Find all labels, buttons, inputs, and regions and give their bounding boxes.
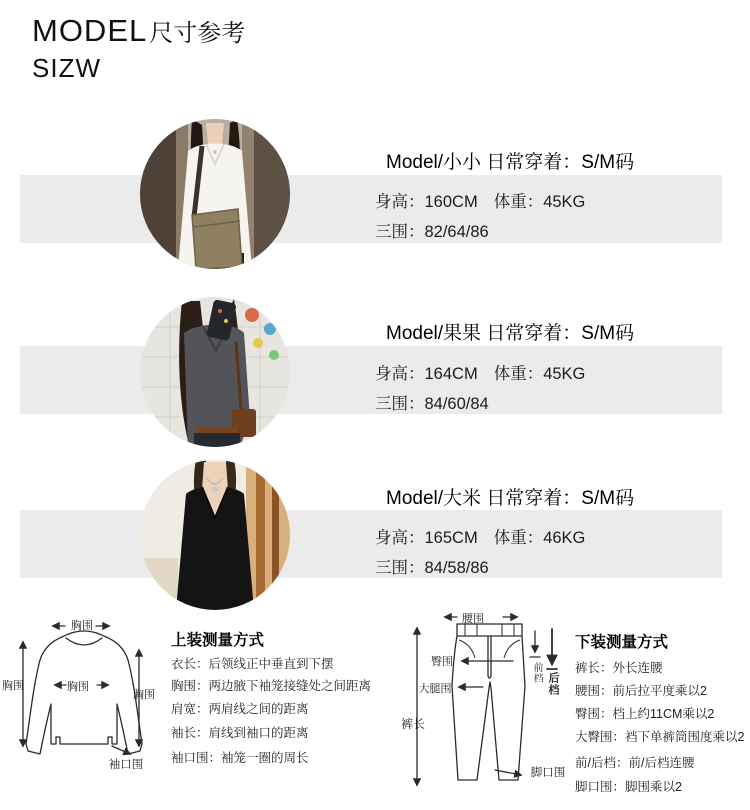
top-guide-item: 肩宽：两肩线之间的距离 (171, 702, 309, 716)
size-label: 三围： (375, 559, 425, 577)
size-value: 82/64/86 (424, 223, 489, 241)
pants-hip-label: 臀围 (431, 656, 453, 668)
top-diagram-center-label: 胸围 (67, 681, 89, 693)
bottom-guide-item: 脚口围：脚围乘以2 (575, 780, 682, 794)
weight-value: 45KG (543, 193, 586, 211)
top-diagram-right-label: 胸围 (133, 689, 155, 701)
model-3-title: Model/大米 日常穿着：S/M码 (386, 488, 635, 509)
height-label: 身高： (375, 529, 425, 547)
brand-title: MODEL (32, 13, 148, 48)
weight-value: 45KG (543, 365, 586, 383)
top-guide-title: 上装测量方式 (171, 632, 265, 649)
top-diagram-cuff-label: 袖口围 (108, 759, 144, 771)
top-guide-item: 胸围：两边腋下袖笼接缝处之间距离 (171, 679, 372, 693)
header-title-zh: 尺寸参考 (149, 20, 246, 47)
model-2-title: Model/果果 日常穿着：S/M码 (386, 323, 635, 344)
top-diagram-left-label: 胸围 (2, 680, 24, 692)
page-header (32, 14, 245, 83)
pants-waist-label: 腰围 (462, 613, 484, 625)
model-1-stats (375, 188, 585, 212)
top-guide-item: 衣长：后领线正中垂直到下摆 (171, 657, 334, 671)
header-line1 (32, 14, 245, 48)
model-2-photo (140, 297, 290, 447)
pants-thigh-label: 大腿围 (418, 683, 452, 695)
top-guide-item: 袖长：肩线到袖口的距离 (171, 726, 309, 740)
model-1-photo (140, 119, 290, 269)
model-1-title: Model/小小 日常穿着：S/M码 (386, 152, 635, 173)
height-value: 165CM (424, 529, 478, 547)
model-2-stats (375, 360, 585, 384)
size-value: 84/60/84 (424, 395, 489, 413)
height-label: 身高： (375, 193, 425, 211)
weight-label: 体重： (493, 193, 544, 211)
height-value: 164CM (424, 365, 478, 383)
model-1-photo-illustration (140, 119, 290, 269)
model-3-band (20, 510, 722, 578)
top-diagram-top-label: 胸围 (71, 620, 93, 632)
pants-back-rise-label: 后档 (547, 672, 559, 696)
bottom-guide-item: 腰围：前后拉平度乘以2 (575, 684, 707, 698)
weight-value: 46KG (543, 529, 586, 547)
model-3-stats (375, 524, 585, 548)
weight-label: 体重： (493, 529, 544, 547)
size-value: 84/58/86 (424, 559, 489, 577)
height-value: 160CM (424, 193, 478, 211)
size-label: 三围： (375, 223, 425, 241)
model-2-measurements (375, 390, 489, 414)
pants-hem-label: 脚口围 (530, 767, 566, 779)
size-label: 三围： (375, 395, 425, 413)
top-guide-item: 袖口围：袖笼一圈的周长 (171, 751, 309, 765)
height-label: 身高： (375, 365, 425, 383)
model-2-photo-illustration (140, 297, 290, 447)
top-garment-diagram (8, 612, 178, 810)
model-3-photo (140, 460, 290, 610)
pants-front-rise-label: 前档 (531, 662, 542, 684)
bottom-guide-item: 臀围：档上约11CM乘以2 (575, 707, 715, 721)
bottom-guide-item: 裤长：外长连腰 (575, 661, 663, 675)
header-subtitle: SIZW (32, 53, 101, 84)
bottom-guide-title: 下装测量方式 (575, 634, 669, 651)
bottom-guide-item: 前/后档：前/后档连腰 (575, 756, 695, 770)
model-2-band (20, 346, 722, 414)
model-3-measurements (375, 554, 489, 578)
weight-label: 体重： (493, 365, 544, 383)
model-1-band (20, 175, 722, 243)
model-1-measurements (375, 218, 489, 242)
model-3-photo-illustration (140, 460, 290, 610)
pants-length-label: 裤长 (400, 717, 425, 731)
bottom-guide-item: 大臀围：裆下单裤筒围度乘以2 (575, 730, 745, 744)
